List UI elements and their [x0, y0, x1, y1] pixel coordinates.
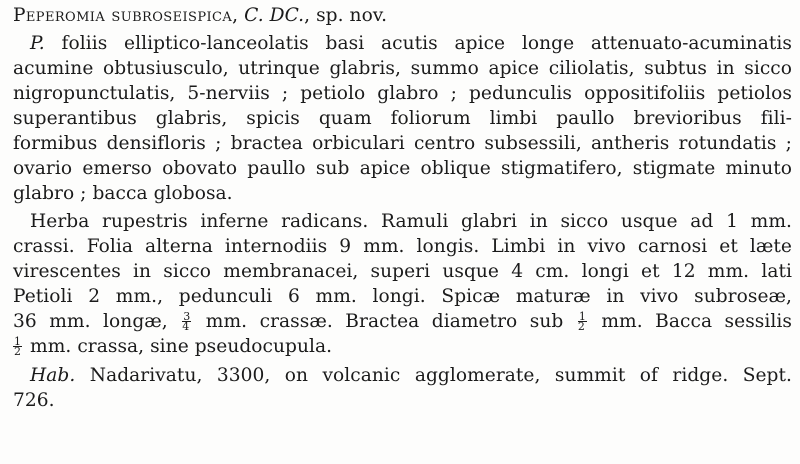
description-line-6: $\frac{1}{2}$ mm. crassa, sine pseudocupula.	[14, 335, 333, 358]
diagnosis-line-4: superantibus glabris, spicis quam foliorum limbi paullo brevioribus fili-	[13, 108, 792, 129]
fraction-one-half: $\frac{1}{2}$	[577, 310, 586, 333]
genus-abbrev: P.	[30, 33, 45, 54]
diagnosis-line-6: ovario emerso obovato paullo sub apice oblique stigmatifero, stigmate minuto	[13, 158, 792, 179]
fraction-one-half: $\frac{1}{2}$	[14, 335, 22, 358]
species-author: C. DC.	[244, 5, 305, 26]
species-heading: Peperomia subroseispica, C. DC., sp. nov.	[13, 5, 388, 26]
diagnosis-line-2: acumine obtusiusculo, utrinque glabris, summo apice ciliolatis, subtus in sicco	[13, 58, 792, 79]
diagnosis-line-5: formibus densifloris ; bractea orbiculari centro subsessili, antheris rotundatis ;	[13, 133, 792, 154]
description-line-5: 36 mm. longæ, $\frac{3}{4}$ mm. crassæ. Bractea diametro sub $\frac{1}{2}$ mm. Bacca sessilis	[13, 310, 792, 333]
fraction-three-quarters: $\frac{3}{4}$	[182, 310, 191, 333]
diagnosis-line-3: nigropunctulatis, 5-nerviis ; petiolo glabro ; pedunculis oppositifoliis petiolos	[13, 83, 792, 104]
species-status: , sp. nov.	[304, 5, 388, 26]
diagnosis-line-7: glabro ; bacca globosa.	[13, 183, 233, 204]
description-line-1: Herba rupestris inferne radicans. Ramuli glabri in sicco usque ad 1 mm.	[30, 211, 792, 232]
habitat-label: Hab.	[30, 365, 76, 386]
habitat-line-1: Hab. Nadarivatu, 3300, on volcanic agglomerate, summit of ridge. Sept.	[30, 365, 792, 386]
habitat-line-2: 726.	[13, 390, 55, 411]
description-line-3: virescentes in sicco membranacei, superi usque 4 cm. longi et 12 mm. lati	[13, 261, 792, 282]
species-name: Peperomia subroseispica	[13, 5, 233, 26]
description-line-4: Petioli 2 mm., pedunculi 6 mm. longi. Spicæ maturæ in vivo subroseæ,	[13, 286, 792, 307]
diagnosis-line-1: P. foliis elliptico-lanceolatis basi acutis apice longe attenuato-acuminatis	[30, 33, 792, 54]
description-line-2: crassi. Folia alterna internodiis 9 mm. longis. Limbi in vivo carnosi et læte	[13, 236, 792, 257]
